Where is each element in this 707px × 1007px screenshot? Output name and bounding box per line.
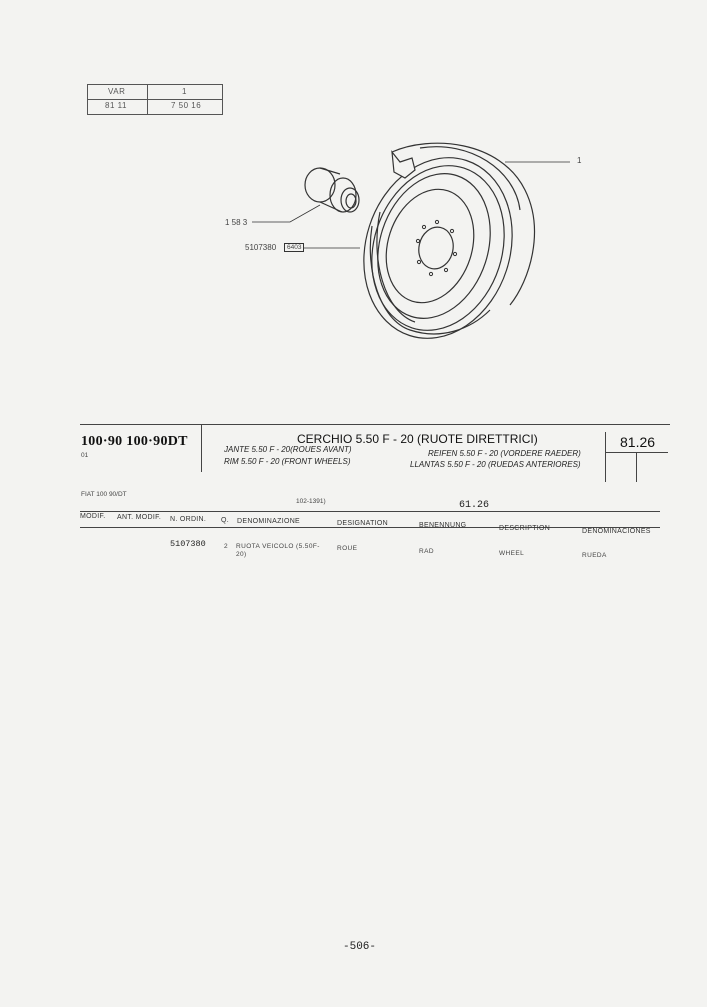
row-denominazione: RUOTA VEICOLO (5.50F- <box>236 543 320 550</box>
models-sub: 01 <box>81 452 89 459</box>
col-modif: MODIF. <box>80 513 106 520</box>
row-description: WHEEL <box>499 550 525 557</box>
ref-label: 102-1391) <box>296 498 326 505</box>
col-denominazione: DENOMINAZIONE <box>237 518 301 525</box>
subtitle-es: LLANTAS 5.50 F - 20 (RUEDAS ANTERIORES) <box>410 460 581 469</box>
hub-part <box>305 168 359 212</box>
subtitle-en: RIM 5.50 F - 20 (FRONT WHEELS) <box>224 457 351 466</box>
vehicle-label: FIAT 100 90/DT <box>81 491 127 498</box>
row-part-no: 5107380 <box>170 539 206 549</box>
col-n-ordin: N. ORDIN. <box>170 516 207 523</box>
table-top-rule <box>80 511 660 512</box>
models-label: 100·90 100·90DT <box>81 434 188 449</box>
page-title: CERCHIO 5.50 F - 20 (RUOTE DIRETTRICI) <box>297 432 538 446</box>
row-designation: ROUE <box>337 545 358 552</box>
var-value-right: 7 50 16 <box>171 101 202 110</box>
callout-hub-ref: 1 58 3 <box>225 218 248 227</box>
callout-rim-part: 5107380 <box>245 243 277 252</box>
header-divider-left <box>201 424 202 472</box>
subtitle-de: REIFEN 5.50 F - 20 (VORDERE RAEDER) <box>428 449 581 458</box>
header-code-tick <box>636 452 637 482</box>
subtitle-fr: JANTE 5.50 F - 20(ROUES AVANT) <box>224 445 352 454</box>
page-code: 81.26 <box>620 434 656 450</box>
page-number: -506- <box>343 941 377 953</box>
row-denominazione-cont: 20) <box>236 551 247 558</box>
header-top-rule <box>80 424 670 425</box>
stud-holes <box>416 220 456 275</box>
row-denominaciones: RUEDA <box>582 552 607 559</box>
row-benennung: RAD <box>419 548 434 555</box>
header-divider-right <box>605 432 606 482</box>
row-qty: 2 <box>224 543 229 550</box>
wheel-diagram <box>0 0 707 400</box>
col-q: Q. <box>221 517 229 524</box>
col-ant-modif: ANT. MODIF. <box>117 514 162 521</box>
table-header-rule <box>80 527 660 528</box>
var-header-right: 1 <box>182 87 187 96</box>
callout-item-1: 1 <box>577 156 582 165</box>
var-header-left: VAR <box>108 87 126 96</box>
callout-rim-box: 6403 <box>284 243 304 252</box>
col-description: DESCRIPTION <box>499 525 551 532</box>
col-designation: DESIGNATION <box>337 520 389 527</box>
col-benennung: BENENNUNG <box>419 522 467 529</box>
col-denominaciones: DENOMINACIONES <box>582 528 651 535</box>
var-value-left: 81 11 <box>105 101 127 110</box>
section-code: 61.26 <box>459 500 490 511</box>
